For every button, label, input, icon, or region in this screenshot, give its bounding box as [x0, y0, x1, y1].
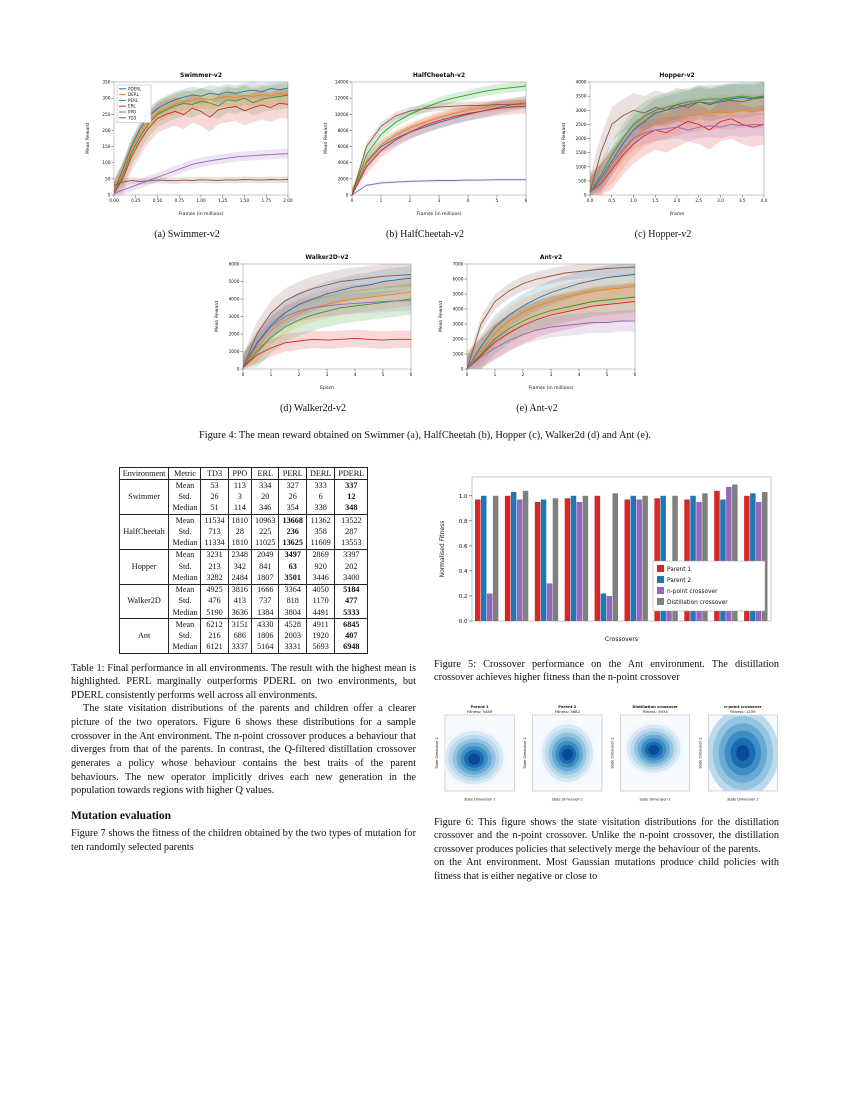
value-cell: 920 — [306, 561, 334, 572]
value-cell: 3497 — [279, 549, 306, 561]
svg-text:Frames (in millions): Frames (in millions) — [528, 386, 574, 391]
value-cell: 6 — [306, 492, 334, 503]
value-cell: 841 — [252, 561, 279, 572]
subplot-hopper — [557, 68, 769, 240]
svg-text:50: 50 — [105, 177, 111, 183]
chart-swimmer — [81, 68, 293, 223]
value-cell: 1810 — [228, 515, 251, 527]
value-cell: 11025 — [252, 538, 279, 550]
metric-cell: Median — [169, 607, 201, 619]
svg-text:Mean Reward: Mean Reward — [215, 300, 220, 333]
subcaption-d: (d) Walker2d-v2 — [280, 403, 346, 414]
value-cell: 6212 — [201, 619, 228, 631]
svg-text:Mean Reward: Mean Reward — [439, 300, 444, 333]
subplot-walker2d — [210, 250, 416, 414]
chart-hopper — [557, 68, 769, 223]
subcaption-e: (e) Ant-v2 — [516, 403, 558, 414]
svg-text:Swimmer-v2: Swimmer-v2 — [179, 72, 223, 79]
svg-text:Frame: Frame — [669, 212, 685, 217]
value-cell: 3364 — [279, 584, 306, 596]
svg-text:n-point crossover: n-point crossover — [724, 703, 762, 709]
value-cell: 354 — [279, 503, 306, 515]
svg-text:Parent 2: Parent 2 — [667, 577, 692, 584]
value-cell: 818 — [279, 596, 306, 607]
svg-text:State Dimension 2: State Dimension 2 — [435, 737, 439, 769]
value-cell: 20 — [252, 492, 279, 503]
svg-text:250: 250 — [102, 112, 111, 118]
svg-text:3.5: 3.5 — [738, 199, 746, 204]
table1-header: PDERL — [335, 468, 368, 480]
value-cell: 4925 — [201, 584, 228, 596]
svg-text:0.75: 0.75 — [174, 199, 185, 204]
svg-text:1.50: 1.50 — [239, 199, 250, 204]
value-cell: 337 — [335, 480, 368, 492]
value-cell: 3337 — [228, 642, 251, 654]
value-cell: 334 — [252, 480, 279, 492]
svg-text:200: 200 — [102, 128, 111, 134]
value-cell: 202 — [335, 561, 368, 572]
table-row — [119, 480, 368, 492]
table1-header: DERL — [306, 468, 334, 480]
svg-text:350: 350 — [102, 80, 111, 86]
value-cell: 737 — [252, 596, 279, 607]
svg-text:1000: 1000 — [575, 165, 587, 171]
svg-text:Crossovers: Crossovers — [605, 636, 638, 643]
value-cell: 11534 — [201, 515, 228, 527]
metric-cell: Median — [169, 642, 201, 654]
svg-text:0: 0 — [460, 367, 464, 373]
svg-text:6000: 6000 — [228, 262, 240, 268]
value-cell: 13625 — [279, 538, 306, 550]
svg-text:6: 6 — [633, 373, 637, 378]
svg-text:4: 4 — [353, 373, 357, 378]
value-cell: 2869 — [306, 549, 334, 561]
svg-text:0.25: 0.25 — [130, 199, 141, 204]
svg-text:Hopper-v2: Hopper-v2 — [659, 72, 695, 79]
right-column — [434, 467, 779, 883]
svg-text:5: 5 — [381, 373, 385, 378]
svg-text:Frames (in millions): Frames (in millions) — [178, 212, 224, 217]
value-cell: 4330 — [252, 619, 279, 631]
svg-text:1000: 1000 — [452, 352, 464, 358]
svg-text:0: 0 — [583, 193, 587, 199]
svg-text:0: 0 — [241, 373, 245, 378]
value-cell: 113 — [228, 480, 251, 492]
svg-text:4000: 4000 — [337, 161, 349, 167]
metric-cell: Mean — [169, 549, 201, 561]
svg-text:0.50: 0.50 — [152, 199, 163, 204]
value-cell: 12 — [335, 492, 368, 503]
chart-state-visitation-panels — [434, 703, 779, 808]
metric-cell: Mean — [169, 619, 201, 631]
svg-text:3000: 3000 — [228, 315, 240, 320]
svg-text:Distillation crossover: Distillation crossover — [667, 599, 728, 606]
metric-cell: Mean — [169, 584, 201, 596]
value-cell: 3282 — [201, 572, 228, 584]
chart-crossover-bars — [434, 467, 779, 650]
value-cell: 225 — [252, 526, 279, 537]
svg-text:PERL: PERL — [128, 97, 139, 103]
svg-text:3.0: 3.0 — [717, 199, 724, 204]
subplot-halfcheetah — [319, 68, 531, 240]
chart-halfcheetah — [319, 68, 531, 223]
value-cell: 3 — [228, 492, 251, 503]
value-cell: 358 — [306, 526, 334, 537]
svg-text:4000: 4000 — [452, 307, 464, 313]
value-cell: 1806 — [252, 631, 279, 642]
svg-text:1.25: 1.25 — [217, 199, 228, 204]
svg-text:State Dimension 2: State Dimension 2 — [522, 737, 527, 769]
env-cell: Hopper — [119, 549, 169, 584]
svg-text:0: 0 — [350, 199, 354, 204]
svg-text:0.0: 0.0 — [458, 619, 468, 625]
svg-text:Frames (in millions): Frames (in millions) — [416, 212, 462, 217]
metric-cell: Std. — [169, 596, 201, 607]
svg-text:0.4: 0.4 — [458, 568, 468, 575]
value-cell: 6845 — [335, 619, 368, 631]
figure4-row-2 — [0, 250, 850, 414]
svg-text:2000: 2000 — [575, 137, 587, 142]
table1-header: Metric — [169, 468, 201, 480]
svg-text:3: 3 — [325, 373, 329, 378]
paragraph-state-visitation: The state visitation distributions of the parents and children offer a clearer picture of the two operators. Figure 6 shows these distributions for a sample crossover in the Ant environment. The n-point crossover produces a behaviour that diverges from that of the parents. In contrast, the Q-filtered distillation crossover generates a policy whose behaviour contains the best traits of the parent behaviours. The new operator implicitly drives each new generation in the population towards regions with higher Q values. — [71, 703, 416, 797]
value-cell: 6121 — [201, 642, 228, 654]
svg-text:300: 300 — [102, 96, 111, 102]
chart-walker2d — [210, 250, 416, 397]
table-row — [119, 549, 368, 561]
value-cell: 287 — [335, 526, 368, 537]
svg-text:State Dimension 1: State Dimension 1 — [551, 797, 584, 802]
metric-cell: Median — [169, 572, 201, 584]
value-cell: 348 — [335, 503, 368, 515]
svg-text:Mean Reward: Mean Reward — [324, 122, 329, 155]
svg-text:0: 0 — [465, 373, 469, 378]
svg-text:4000: 4000 — [575, 80, 587, 86]
value-cell: 1920 — [306, 631, 334, 642]
svg-text:150: 150 — [102, 145, 111, 151]
svg-text:1.5: 1.5 — [651, 199, 659, 204]
table1-header: TD3 — [201, 468, 228, 480]
value-cell: 3804 — [279, 607, 306, 619]
svg-text:1: 1 — [379, 199, 383, 204]
table1-header: Environment — [119, 468, 169, 480]
svg-text:2: 2 — [297, 373, 301, 378]
svg-text:7000: 7000 — [452, 262, 464, 268]
value-cell: 686 — [228, 631, 251, 642]
svg-text:3500: 3500 — [575, 94, 587, 100]
svg-text:PPO: PPO — [128, 109, 137, 115]
table1 — [119, 467, 369, 654]
svg-text:1.75: 1.75 — [261, 199, 272, 204]
value-cell: 2484 — [228, 572, 251, 584]
svg-text:5000: 5000 — [452, 292, 464, 298]
env-cell: Swimmer — [119, 480, 169, 515]
value-cell: 3331 — [279, 642, 306, 654]
figure4-block — [0, 0, 850, 441]
svg-text:Fitness: 5489: Fitness: 5489 — [466, 708, 493, 714]
value-cell: 5333 — [335, 607, 368, 619]
svg-text:100: 100 — [102, 161, 111, 167]
value-cell: 53 — [201, 480, 228, 492]
value-cell: 3636 — [228, 607, 251, 619]
value-cell: 1384 — [252, 607, 279, 619]
value-cell: 327 — [279, 480, 306, 492]
svg-text:Parent 1: Parent 1 — [667, 566, 692, 573]
value-cell: 3231 — [201, 549, 228, 561]
value-cell: 10963 — [252, 515, 279, 527]
svg-text:0.8: 0.8 — [458, 518, 468, 525]
svg-text:3: 3 — [437, 199, 441, 204]
figure4-caption: Figure 4: The mean reward obtained on Swimmer (a), HalfCheetah (b), Hopper (c), Walker2d (d) and Ant (e). — [199, 430, 651, 441]
svg-text:Parent 2: Parent 2 — [558, 703, 577, 709]
table1-header: ERL — [252, 468, 279, 480]
table-row — [119, 515, 368, 527]
metric-cell: Median — [169, 538, 201, 550]
table1-caption: Table 1: Final performance in all environments. The result with the highest mean is highlighted. PERL marginally outperforms PDERL on two environments, but PDERL consistently performs well across all environments. — [71, 663, 416, 701]
svg-text:1000: 1000 — [228, 350, 240, 355]
svg-text:0: 0 — [236, 367, 240, 373]
figure6-caption: Figure 6: This figure shows the state visitation distributions for the distillation crossover and the n-point crossover. Unlike the n-point crossover, the distillation crossover produces policies that selectively merge the behaviour of the parents. — [434, 816, 779, 855]
metric-cell: Mean — [169, 515, 201, 527]
value-cell: 13668 — [279, 515, 306, 527]
svg-text:0.00: 0.00 — [109, 199, 119, 204]
value-cell: 3816 — [228, 584, 251, 596]
value-cell: 11362 — [306, 515, 334, 527]
value-cell: 3151 — [228, 619, 251, 631]
metric-cell: Std. — [169, 631, 201, 642]
svg-text:4000: 4000 — [228, 297, 240, 303]
svg-text:2.5: 2.5 — [695, 199, 703, 204]
svg-text:6: 6 — [409, 373, 413, 378]
svg-text:6000: 6000 — [452, 277, 464, 283]
subplot-ant — [434, 250, 640, 414]
env-cell: Walker2D — [119, 584, 169, 619]
svg-text:8000: 8000 — [337, 128, 349, 134]
svg-text:PDERL: PDERL — [128, 86, 142, 92]
svg-text:2: 2 — [408, 199, 412, 204]
svg-text:2.00: 2.00 — [283, 199, 293, 204]
value-cell: 216 — [201, 631, 228, 642]
table1-header: PPO — [228, 468, 251, 480]
value-cell: 13553 — [335, 538, 368, 550]
svg-text:State Dimension 2: State Dimension 2 — [698, 737, 703, 769]
value-cell: 3446 — [306, 572, 334, 584]
svg-text:0: 0 — [345, 193, 349, 199]
value-cell: 1807 — [252, 572, 279, 584]
svg-text:TD3: TD3 — [128, 115, 137, 121]
svg-text:n-point crossover: n-point crossover — [667, 588, 718, 595]
value-cell: 2348 — [228, 549, 251, 561]
table-row — [119, 584, 368, 596]
value-cell: 26 — [201, 492, 228, 503]
value-cell: 213 — [201, 561, 228, 572]
value-cell: 1170 — [306, 596, 334, 607]
svg-text:5: 5 — [495, 199, 499, 204]
value-cell: 236 — [279, 526, 306, 537]
svg-text:4.0: 4.0 — [760, 199, 768, 204]
value-cell: 4528 — [279, 619, 306, 631]
value-cell: 338 — [306, 503, 334, 515]
chart-ant — [434, 250, 640, 397]
svg-text:Ant-v2: Ant-v2 — [539, 254, 563, 261]
value-cell: 4911 — [306, 619, 334, 631]
svg-text:Fitness: 1239: Fitness: 1239 — [730, 708, 756, 714]
value-cell: 6948 — [335, 642, 368, 654]
svg-text:Normalised Fitness: Normalised Fitness — [439, 520, 446, 578]
two-column-body — [0, 467, 850, 883]
svg-text:0: 0 — [107, 193, 111, 199]
svg-text:0.6: 0.6 — [458, 543, 468, 550]
svg-text:1.00: 1.00 — [196, 199, 206, 204]
svg-text:5000: 5000 — [228, 280, 240, 285]
subcaption-b: (b) HalfCheetah-v2 — [385, 229, 465, 240]
svg-text:HalfCheetah-v2: HalfCheetah-v2 — [412, 72, 466, 79]
svg-text:3000: 3000 — [575, 108, 587, 114]
subcaption-a: (a) Swimmer-v2 — [154, 229, 220, 240]
value-cell: 11334 — [201, 538, 228, 550]
value-cell: 4491 — [306, 607, 334, 619]
svg-text:1.0: 1.0 — [630, 199, 637, 204]
svg-text:0.5: 0.5 — [608, 199, 616, 204]
paragraph-ant-mutations: on the Ant environment. Most Gaussian mutations produce child policies with fitness that is either negative or close to — [434, 856, 779, 882]
svg-text:Mean Reward: Mean Reward — [562, 122, 567, 155]
value-cell: 5693 — [306, 642, 334, 654]
value-cell: 4050 — [306, 584, 334, 596]
figure5-caption: Figure 5: Crossover performance on the Ant environment. The distillation crossover achieves higher fitness than the n-point crossover — [434, 659, 779, 684]
svg-text:10000: 10000 — [334, 112, 349, 118]
svg-text:Parent 1: Parent 1 — [470, 703, 489, 709]
metric-cell: Median — [169, 503, 201, 515]
section-heading-mutation-evaluation: Mutation evaluation — [71, 809, 171, 822]
value-cell: 13522 — [335, 515, 368, 527]
svg-text:1500: 1500 — [575, 151, 587, 157]
svg-text:1.0: 1.0 — [458, 493, 468, 500]
left-column — [71, 467, 416, 883]
svg-text:Epoch: Epoch — [319, 386, 335, 391]
value-cell: 63 — [279, 561, 306, 572]
value-cell: 28 — [228, 526, 251, 537]
paragraph-figure7-intro: Figure 7 shows the fitness of the children obtained by the two types of mutation for ten randomly selected parents — [71, 827, 416, 853]
svg-text:Fitness: 5934: Fitness: 5934 — [642, 708, 668, 714]
svg-text:3000: 3000 — [452, 322, 464, 328]
svg-text:DERL: DERL — [128, 92, 139, 98]
table1-header: PERL — [279, 468, 306, 480]
value-cell: 2049 — [252, 549, 279, 561]
svg-text:0.0: 0.0 — [586, 199, 594, 204]
svg-text:2000: 2000 — [452, 337, 464, 343]
svg-text:12000: 12000 — [334, 96, 349, 102]
svg-text:2000: 2000 — [228, 332, 240, 338]
svg-text:14000: 14000 — [334, 80, 349, 86]
value-cell: 5164 — [252, 642, 279, 654]
value-cell: 342 — [228, 561, 251, 572]
value-cell: 413 — [228, 596, 251, 607]
metric-cell: Std. — [169, 526, 201, 537]
svg-text:5: 5 — [605, 373, 609, 378]
env-cell: Ant — [119, 619, 169, 654]
svg-text:2500: 2500 — [575, 122, 587, 128]
value-cell: 1666 — [252, 584, 279, 596]
subcaption-c: (c) Hopper-v2 — [634, 229, 692, 240]
env-cell: HalfCheetah — [119, 515, 169, 550]
svg-text:State Dimension 1: State Dimension 1 — [727, 797, 759, 802]
value-cell: 477 — [335, 596, 368, 607]
value-cell: 26 — [279, 492, 306, 503]
value-cell: 3400 — [335, 572, 368, 584]
value-cell: 3397 — [335, 549, 368, 561]
value-cell: 333 — [306, 480, 334, 492]
metric-cell: Std. — [169, 492, 201, 503]
svg-text:1: 1 — [493, 373, 497, 378]
svg-text:500: 500 — [578, 179, 587, 185]
svg-text:2.0: 2.0 — [673, 199, 681, 204]
value-cell: 3501 — [279, 572, 306, 584]
figure4-row-1 — [0, 68, 850, 240]
svg-text:State Dimension 1: State Dimension 1 — [639, 797, 671, 802]
svg-text:State Dimension 1: State Dimension 1 — [463, 797, 496, 802]
svg-text:2000: 2000 — [337, 177, 349, 183]
svg-text:Distillation crossover: Distillation crossover — [632, 703, 678, 709]
svg-text:1: 1 — [269, 373, 273, 378]
svg-text:ERL: ERL — [128, 103, 136, 109]
svg-text:Fitness: 5682: Fitness: 5682 — [554, 708, 581, 714]
value-cell: 407 — [335, 631, 368, 642]
metric-cell: Std. — [169, 561, 201, 572]
value-cell: 346 — [252, 503, 279, 515]
svg-text:4: 4 — [466, 199, 470, 204]
value-cell: 5190 — [201, 607, 228, 619]
svg-text:State Dimension 2: State Dimension 2 — [610, 737, 615, 769]
value-cell: 713 — [201, 526, 228, 537]
svg-text:0.2: 0.2 — [458, 593, 468, 600]
subplot-swimmer — [81, 68, 293, 240]
metric-cell: Mean — [169, 480, 201, 492]
value-cell: 1810 — [228, 538, 251, 550]
svg-text:6: 6 — [524, 199, 528, 204]
svg-text:2: 2 — [521, 373, 525, 378]
svg-text:3: 3 — [549, 373, 553, 378]
table-row — [119, 619, 368, 631]
value-cell: 114 — [228, 503, 251, 515]
value-cell: 51 — [201, 503, 228, 515]
table1-container — [71, 467, 416, 654]
value-cell: 2003 — [279, 631, 306, 642]
svg-text:4: 4 — [577, 373, 581, 378]
value-cell: 11609 — [306, 538, 334, 550]
svg-text:6000: 6000 — [337, 145, 349, 151]
value-cell: 476 — [201, 596, 228, 607]
svg-text:Walker2D-v2: Walker2D-v2 — [305, 254, 349, 261]
value-cell: 5184 — [335, 584, 368, 596]
svg-text:Mean Reward: Mean Reward — [86, 122, 91, 155]
